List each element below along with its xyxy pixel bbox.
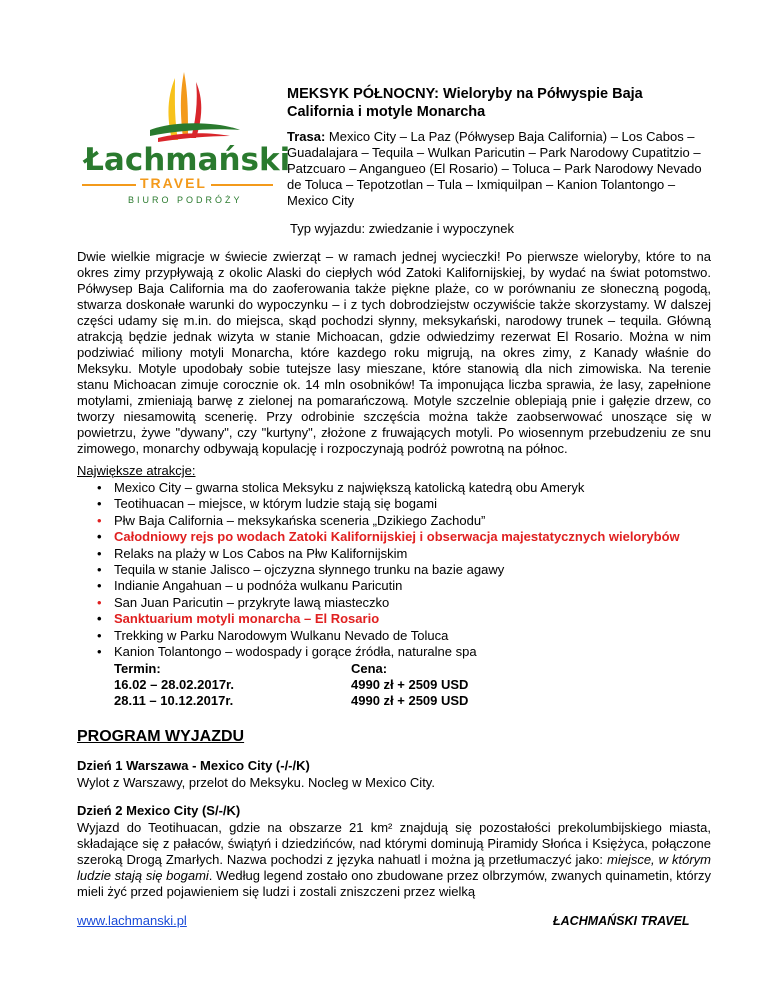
- footer-website-link[interactable]: www.lachmanski.pl: [77, 913, 187, 928]
- route-description: [287, 129, 717, 209]
- logo-biuro-text: BIURO PODRÓŻY: [128, 195, 243, 205]
- route-text: Mexico City – La Paz (Półwysep Baja California) – Los Cabos – Guadalajara – Tequila – Wulkan Paricutin – Park Narodowy Cupatitzio – Patzcuaro – Angangueo (El Rosario) – Toluca – Park Narodowy Nevado de Toluca – Tepotzotlan – Tula – Ixmiquilpan – Kanion Tolantongo – Mexico City: [287, 129, 702, 208]
- attractions-heading: Największe atrakcje:: [77, 463, 196, 478]
- price-label: Cena:: [351, 661, 388, 676]
- price-value: 4990 zł + 2509 USD: [351, 693, 469, 708]
- list-item: • Kanion Tolantongo – wodospady i gorące źródła, naturalne spa: [77, 644, 737, 660]
- term-date: 28.11 – 10.12.2017r.: [114, 693, 234, 708]
- footer-brand: ŁACHMAŃSKI TRAVEL: [553, 914, 690, 928]
- day1-text: Wylot z Warszawy, przelot do Meksyku. Nocleg w Mexico City.: [77, 775, 435, 790]
- day2-text-a: Wyjazd do Teotihuacan, gdzie na obszarze 21 km² znajdują się pozostałości prekolumbijskiego miasta, składające się z pałaców, świątyń i dziedzińców, nad którymi dominują Piramidy Słońca i Księżyca, połączone szeroką Drogą Zmarłych. Nazwa pochodzi z języka nahuatl i można ją przetłumaczyć jako:: [77, 820, 711, 867]
- program-heading: PROGRAM WYJAZDU: [77, 728, 245, 745]
- list-item-highlight: • Sanktuarium motyli monarcha – El Rosario: [77, 611, 737, 627]
- logo-divider-left: [82, 184, 136, 186]
- list-item: • Tequila w stanie Jalisco – ojczyzna słynnego trunku na bazie agawy: [77, 562, 737, 578]
- logo-travel-text: TRAVEL: [140, 175, 207, 191]
- day2-text: [77, 820, 711, 900]
- logo-brand-text: Łachmański: [84, 142, 291, 178]
- trip-type: Typ wyjazdu: zwiedzanie i wypoczynek: [290, 221, 514, 236]
- list-item: • Indianie Angahuan – u podnóża wulkanu Paricutin: [77, 578, 737, 594]
- day1-title: Dzień 1 Warszawa - Mexico City (-/-/K): [77, 758, 310, 773]
- sails-icon: [80, 70, 276, 150]
- route-label: Trasa:: [287, 129, 326, 144]
- day2-title: Dzień 2 Mexico City (S/-/K): [77, 803, 241, 818]
- list-item: • Trekking w Parku Narodowym Wulkanu Nevado de Toluca: [77, 628, 737, 644]
- term-date: 16.02 – 28.02.2017r.: [114, 677, 235, 692]
- term-block: [114, 661, 234, 709]
- term-label: Termin:: [114, 661, 161, 676]
- list-item: • Teotihuacan – miejsce, w którym ludzie stają się bogami: [77, 496, 737, 512]
- intro-paragraph: Dwie wielkie migracje w świecie zwierząt – w ramach jednej wycieczki! Po pierwsze wieloryby, które to na okres zimy przypływają z okolic Alaski do ciepłych wód Zatoki Kalifornijskiej, by wydać na świat potomstwo. Półwysep Baja California ma do zaoferowania także piękne plaże, co w porównaniu ze słoneczną pogodą, stwarza doskonałe warunki do wypoczynku – i z tych dobrodziejstw oczywiście także skorzystamy. W dalszej części udamy się m.in. do miejsca, skąd pochodzi słynny, meksykański, narodowy trunek – tequila. Główną atrakcją będzie jednak wizyta w stanie Michoacan, gdzie odwiedzimy rezerwat El Rosario. Można w nim podziwiać miliony motyli Monarcha, które kazdego roku migrują, na okres zimy, z Kanady właśnie do Meksyku. Motyle upodobały sobie tutejsze lasy mieszane, które stanowią dla nich zimowiska. Na terenie stanu Michoacan zimuje corocznie ok. 14 mln osobników! Ta imponująca liczba sprawia, że lasy, zapełnione motylami, zmieniają barwę z zielonej na pomarańczową. Motyle szczelnie oblepiają pnie i gałęzie drzew, co tworzy niesamowitą scenerię. Przy odrobinie szczęścia można także zaobserwować unoszące się w powietrzu, żywe "dywany", czy "kurtyny", złożone z fruwających motyli. Po wiosennym przebudzeniu ze snu zimowego, monarchy odbywają kopulację i rozpoczynają podróż powrotną na północ.: [77, 249, 711, 456]
- company-logo: [80, 70, 291, 205]
- page-title: MEKSYK PÓŁNOCNY: Wieloryby na Półwyspie Baja California i motyle Monarcha: [287, 86, 643, 120]
- price-value: 4990 zł + 2509 USD: [351, 677, 469, 692]
- day2-text-b: . Według legend zostało ono zbudowane przez olbrzymów, zwanych quinametin, którzy mieli żyć przed pojawieniem się ludzi i zostali zniszczeni przez wielką: [77, 868, 711, 899]
- day2-text-italic: miejsce, w którym ludzie stają się bogami: [77, 852, 711, 883]
- list-item: • Relaks na plaży w Los Cabos na Płw Kalifornijskim: [77, 546, 737, 562]
- list-item: • Płw Baja California – meksykańska sceneria „Dzikiego Zachodu”: [77, 513, 737, 529]
- list-item-highlight: • Całodniowy rejs po wodach Zatoki Kalifornijskiej i obserwacja majestatycznych wielorybów: [77, 529, 737, 545]
- logo-divider-right: [211, 184, 273, 186]
- attractions-list: [77, 480, 737, 660]
- list-item: • San Juan Paricutin – przykryte lawą miasteczko: [77, 595, 737, 611]
- price-block: [351, 661, 468, 709]
- list-item: • Mexico City – gwarna stolica Meksyku z największą katolicką katedrą obu Ameryk: [77, 480, 737, 496]
